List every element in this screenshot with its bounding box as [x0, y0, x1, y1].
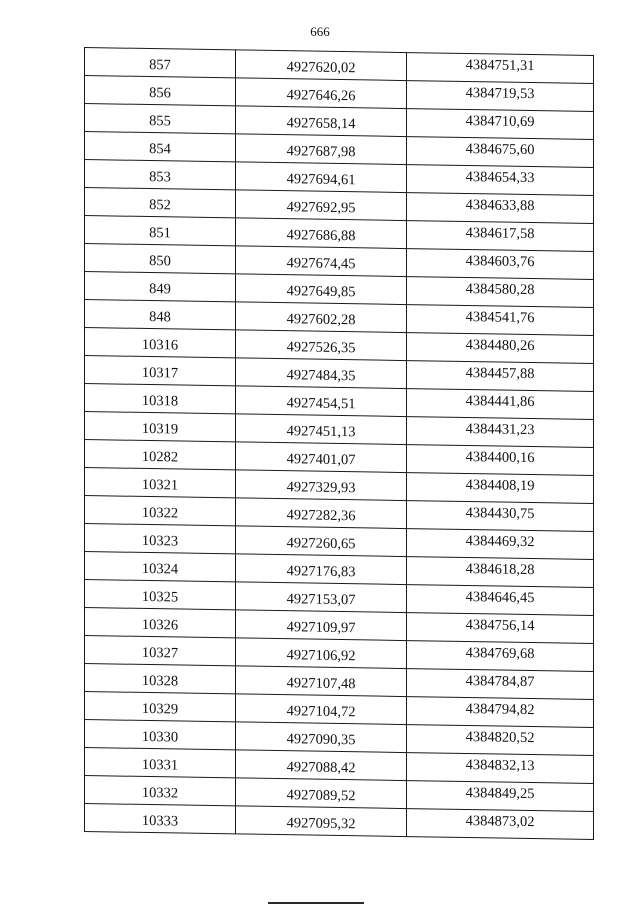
cell-text: 4384400,16 [465, 449, 535, 467]
y-coordinate-cell [407, 753, 594, 784]
cell-text: 4927602,28 [286, 311, 356, 329]
x-coordinate-cell [236, 442, 407, 473]
x-coordinate-cell [236, 218, 407, 249]
y-coordinate-cell [407, 277, 594, 308]
point-id-cell [85, 524, 236, 554]
cell-text: 4384469,32 [465, 533, 535, 551]
point-id-cell [85, 300, 236, 330]
x-coordinate-cell [236, 162, 407, 193]
x-coordinate-cell [236, 302, 407, 333]
y-coordinate-cell [407, 81, 594, 112]
point-id-cell [85, 496, 236, 526]
y-coordinate-cell [407, 417, 594, 448]
cell-text: 4927095,32 [286, 815, 356, 833]
point-id-cell [85, 804, 236, 834]
cell-text: 4927646,26 [286, 87, 356, 105]
cell-text: 4927090,35 [286, 731, 356, 749]
page-number: 666 [310, 24, 330, 39]
cell-text: 10322 [141, 505, 179, 522]
y-coordinate-cell [407, 613, 594, 644]
cell-text: 4927106,92 [286, 647, 356, 665]
point-id-cell [85, 580, 236, 610]
cell-text: 4384457,88 [465, 365, 535, 383]
cell-text: 4927089,52 [286, 787, 356, 805]
cell-text: 4384794,82 [465, 701, 535, 719]
y-coordinate-cell [407, 53, 594, 84]
cell-text: 10330 [141, 729, 179, 746]
y-coordinate-cell [407, 809, 594, 840]
point-id-cell [85, 188, 236, 218]
cell-text: 4384441,86 [465, 393, 535, 411]
y-coordinate-cell [407, 529, 594, 560]
x-coordinate-cell [236, 554, 407, 585]
cell-text: 848 [149, 309, 171, 326]
cell-text: 10316 [141, 337, 179, 354]
y-coordinate-cell [407, 389, 594, 420]
y-coordinate-cell [407, 221, 594, 252]
cell-text: 4384431,23 [465, 421, 535, 439]
cell-text: 4384710,69 [465, 113, 535, 131]
cell-text: 4927674,45 [286, 255, 356, 273]
y-coordinate-cell [407, 501, 594, 532]
cell-text: 849 [149, 281, 171, 298]
y-coordinate-cell [407, 697, 594, 728]
point-id-cell [85, 356, 236, 386]
bottom-rule [268, 902, 364, 904]
point-id-cell [85, 48, 236, 78]
cell-text: 4384541,76 [465, 309, 535, 327]
y-coordinate-cell [407, 193, 594, 224]
x-coordinate-cell [236, 610, 407, 641]
x-coordinate-cell [236, 106, 407, 137]
x-coordinate-cell [236, 470, 407, 501]
cell-text: 4927692,95 [286, 199, 356, 217]
cell-text: 4384849,25 [465, 785, 535, 803]
point-id-cell [85, 608, 236, 638]
cell-text: 4384820,52 [465, 729, 535, 747]
point-id-cell [85, 748, 236, 778]
cell-text: 4384603,76 [465, 253, 535, 271]
y-coordinate-cell [407, 305, 594, 336]
y-coordinate-cell [407, 725, 594, 756]
cell-text: 4384751,31 [465, 57, 535, 75]
coordinates-table [84, 47, 594, 840]
cell-text: 10333 [141, 813, 179, 830]
cell-text: 4927109,97 [286, 619, 356, 637]
cell-text: 851 [149, 225, 171, 242]
cell-text: 4927329,93 [286, 479, 356, 497]
cell-text: 4384675,60 [465, 141, 535, 159]
cell-text: 4384654,33 [465, 169, 535, 187]
cell-text: 10318 [141, 393, 179, 410]
point-id-cell [85, 664, 236, 694]
cell-text: 4927451,13 [286, 423, 356, 441]
y-coordinate-cell [407, 585, 594, 616]
x-coordinate-cell [236, 386, 407, 417]
cell-text: 4927104,72 [286, 703, 356, 721]
cell-text: 10317 [141, 365, 179, 382]
point-id-cell [85, 272, 236, 302]
y-coordinate-cell [407, 641, 594, 672]
cell-text: 4927686,88 [286, 227, 356, 245]
cell-text: 10331 [141, 757, 179, 774]
x-coordinate-cell [236, 750, 407, 781]
cell-text: 4927260,65 [286, 535, 356, 553]
x-coordinate-cell [236, 694, 407, 725]
cell-text: 4384873,02 [465, 813, 535, 831]
y-coordinate-cell [407, 109, 594, 140]
point-id-cell [85, 552, 236, 582]
point-id-cell [85, 104, 236, 134]
y-coordinate-cell [407, 781, 594, 812]
cell-text: 10325 [141, 589, 179, 606]
cell-text: 10328 [141, 673, 179, 690]
y-coordinate-cell [407, 361, 594, 392]
x-coordinate-cell [236, 190, 407, 221]
cell-text: 10327 [141, 645, 179, 662]
x-coordinate-cell [236, 582, 407, 613]
x-coordinate-cell [236, 78, 407, 109]
cell-text: 4927526,35 [286, 339, 356, 357]
x-coordinate-cell [236, 50, 407, 81]
cell-text: 4384580,28 [465, 281, 535, 299]
cell-text: 4384408,19 [465, 477, 535, 495]
cell-text: 4384719,53 [465, 85, 535, 103]
cell-text: 4927694,61 [286, 171, 356, 189]
cell-text: 4927107,48 [286, 675, 356, 693]
y-coordinate-cell [407, 669, 594, 700]
cell-text: 10323 [141, 533, 179, 550]
x-coordinate-cell [236, 414, 407, 445]
cell-text: 856 [149, 85, 171, 102]
cell-text: 4384633,88 [465, 197, 535, 215]
point-id-cell [85, 160, 236, 190]
y-coordinate-cell [407, 249, 594, 280]
cell-text: 855 [149, 113, 171, 130]
cell-text: 10321 [141, 477, 179, 494]
cell-text: 4927687,98 [286, 143, 356, 161]
point-id-cell [85, 636, 236, 666]
cell-text: 4384832,13 [465, 757, 535, 775]
x-coordinate-cell [236, 274, 407, 305]
x-coordinate-cell [236, 806, 407, 837]
cell-text: 10332 [141, 785, 179, 802]
y-coordinate-cell [407, 333, 594, 364]
point-id-cell [85, 720, 236, 750]
cell-text: 4927176,83 [286, 563, 356, 581]
y-coordinate-cell [407, 165, 594, 196]
cell-text: 4927484,35 [286, 367, 356, 385]
point-id-cell [85, 216, 236, 246]
cell-text: 4927454,51 [286, 395, 356, 413]
cell-text: 4927153,07 [286, 591, 356, 609]
cell-text: 853 [149, 169, 171, 186]
point-id-cell [85, 776, 236, 806]
x-coordinate-cell [236, 666, 407, 697]
cell-text: 4384617,58 [465, 225, 535, 243]
point-id-cell [85, 468, 236, 498]
cell-text: 854 [149, 141, 171, 158]
x-coordinate-cell [236, 498, 407, 529]
x-coordinate-cell [236, 330, 407, 361]
point-id-cell [85, 692, 236, 722]
y-coordinate-cell [407, 473, 594, 504]
x-coordinate-cell [236, 134, 407, 165]
point-id-cell [85, 440, 236, 470]
cell-text: 4384618,28 [465, 561, 535, 579]
x-coordinate-cell [236, 526, 407, 557]
point-id-cell [85, 412, 236, 442]
cell-text: 4384769,68 [465, 645, 535, 663]
x-coordinate-cell [236, 358, 407, 389]
cell-text: 857 [149, 57, 171, 74]
cell-text: 4384480,26 [465, 337, 535, 355]
point-id-cell [85, 132, 236, 162]
cell-text: 4384646,45 [465, 589, 535, 607]
y-coordinate-cell [407, 137, 594, 168]
y-coordinate-cell [407, 445, 594, 476]
point-id-cell [85, 328, 236, 358]
cell-text: 4927282,36 [286, 507, 356, 525]
cell-text: 4927649,85 [286, 283, 356, 301]
point-id-cell [85, 244, 236, 274]
cell-text: 4927620,02 [286, 59, 356, 77]
x-coordinate-cell [236, 638, 407, 669]
cell-text: 10319 [141, 421, 179, 438]
x-coordinate-cell [236, 722, 407, 753]
point-id-cell [85, 76, 236, 106]
cell-text: 4384430,75 [465, 505, 535, 523]
x-coordinate-cell [236, 778, 407, 809]
cell-text: 852 [149, 197, 171, 214]
cell-text: 10282 [141, 449, 179, 466]
cell-text: 10324 [141, 561, 179, 578]
cell-text: 10326 [141, 617, 179, 634]
point-id-cell [85, 384, 236, 414]
cell-text: 4384756,14 [465, 617, 535, 635]
cell-text: 4384784,87 [465, 673, 535, 691]
x-coordinate-cell [236, 246, 407, 277]
y-coordinate-cell [407, 557, 594, 588]
coordinates-table-body [85, 48, 594, 840]
cell-text: 4927401,07 [286, 451, 356, 469]
cell-text: 4927658,14 [286, 115, 356, 133]
cell-text: 850 [149, 253, 171, 270]
cell-text: 10329 [141, 701, 179, 718]
cell-text: 4927088,42 [286, 759, 356, 777]
